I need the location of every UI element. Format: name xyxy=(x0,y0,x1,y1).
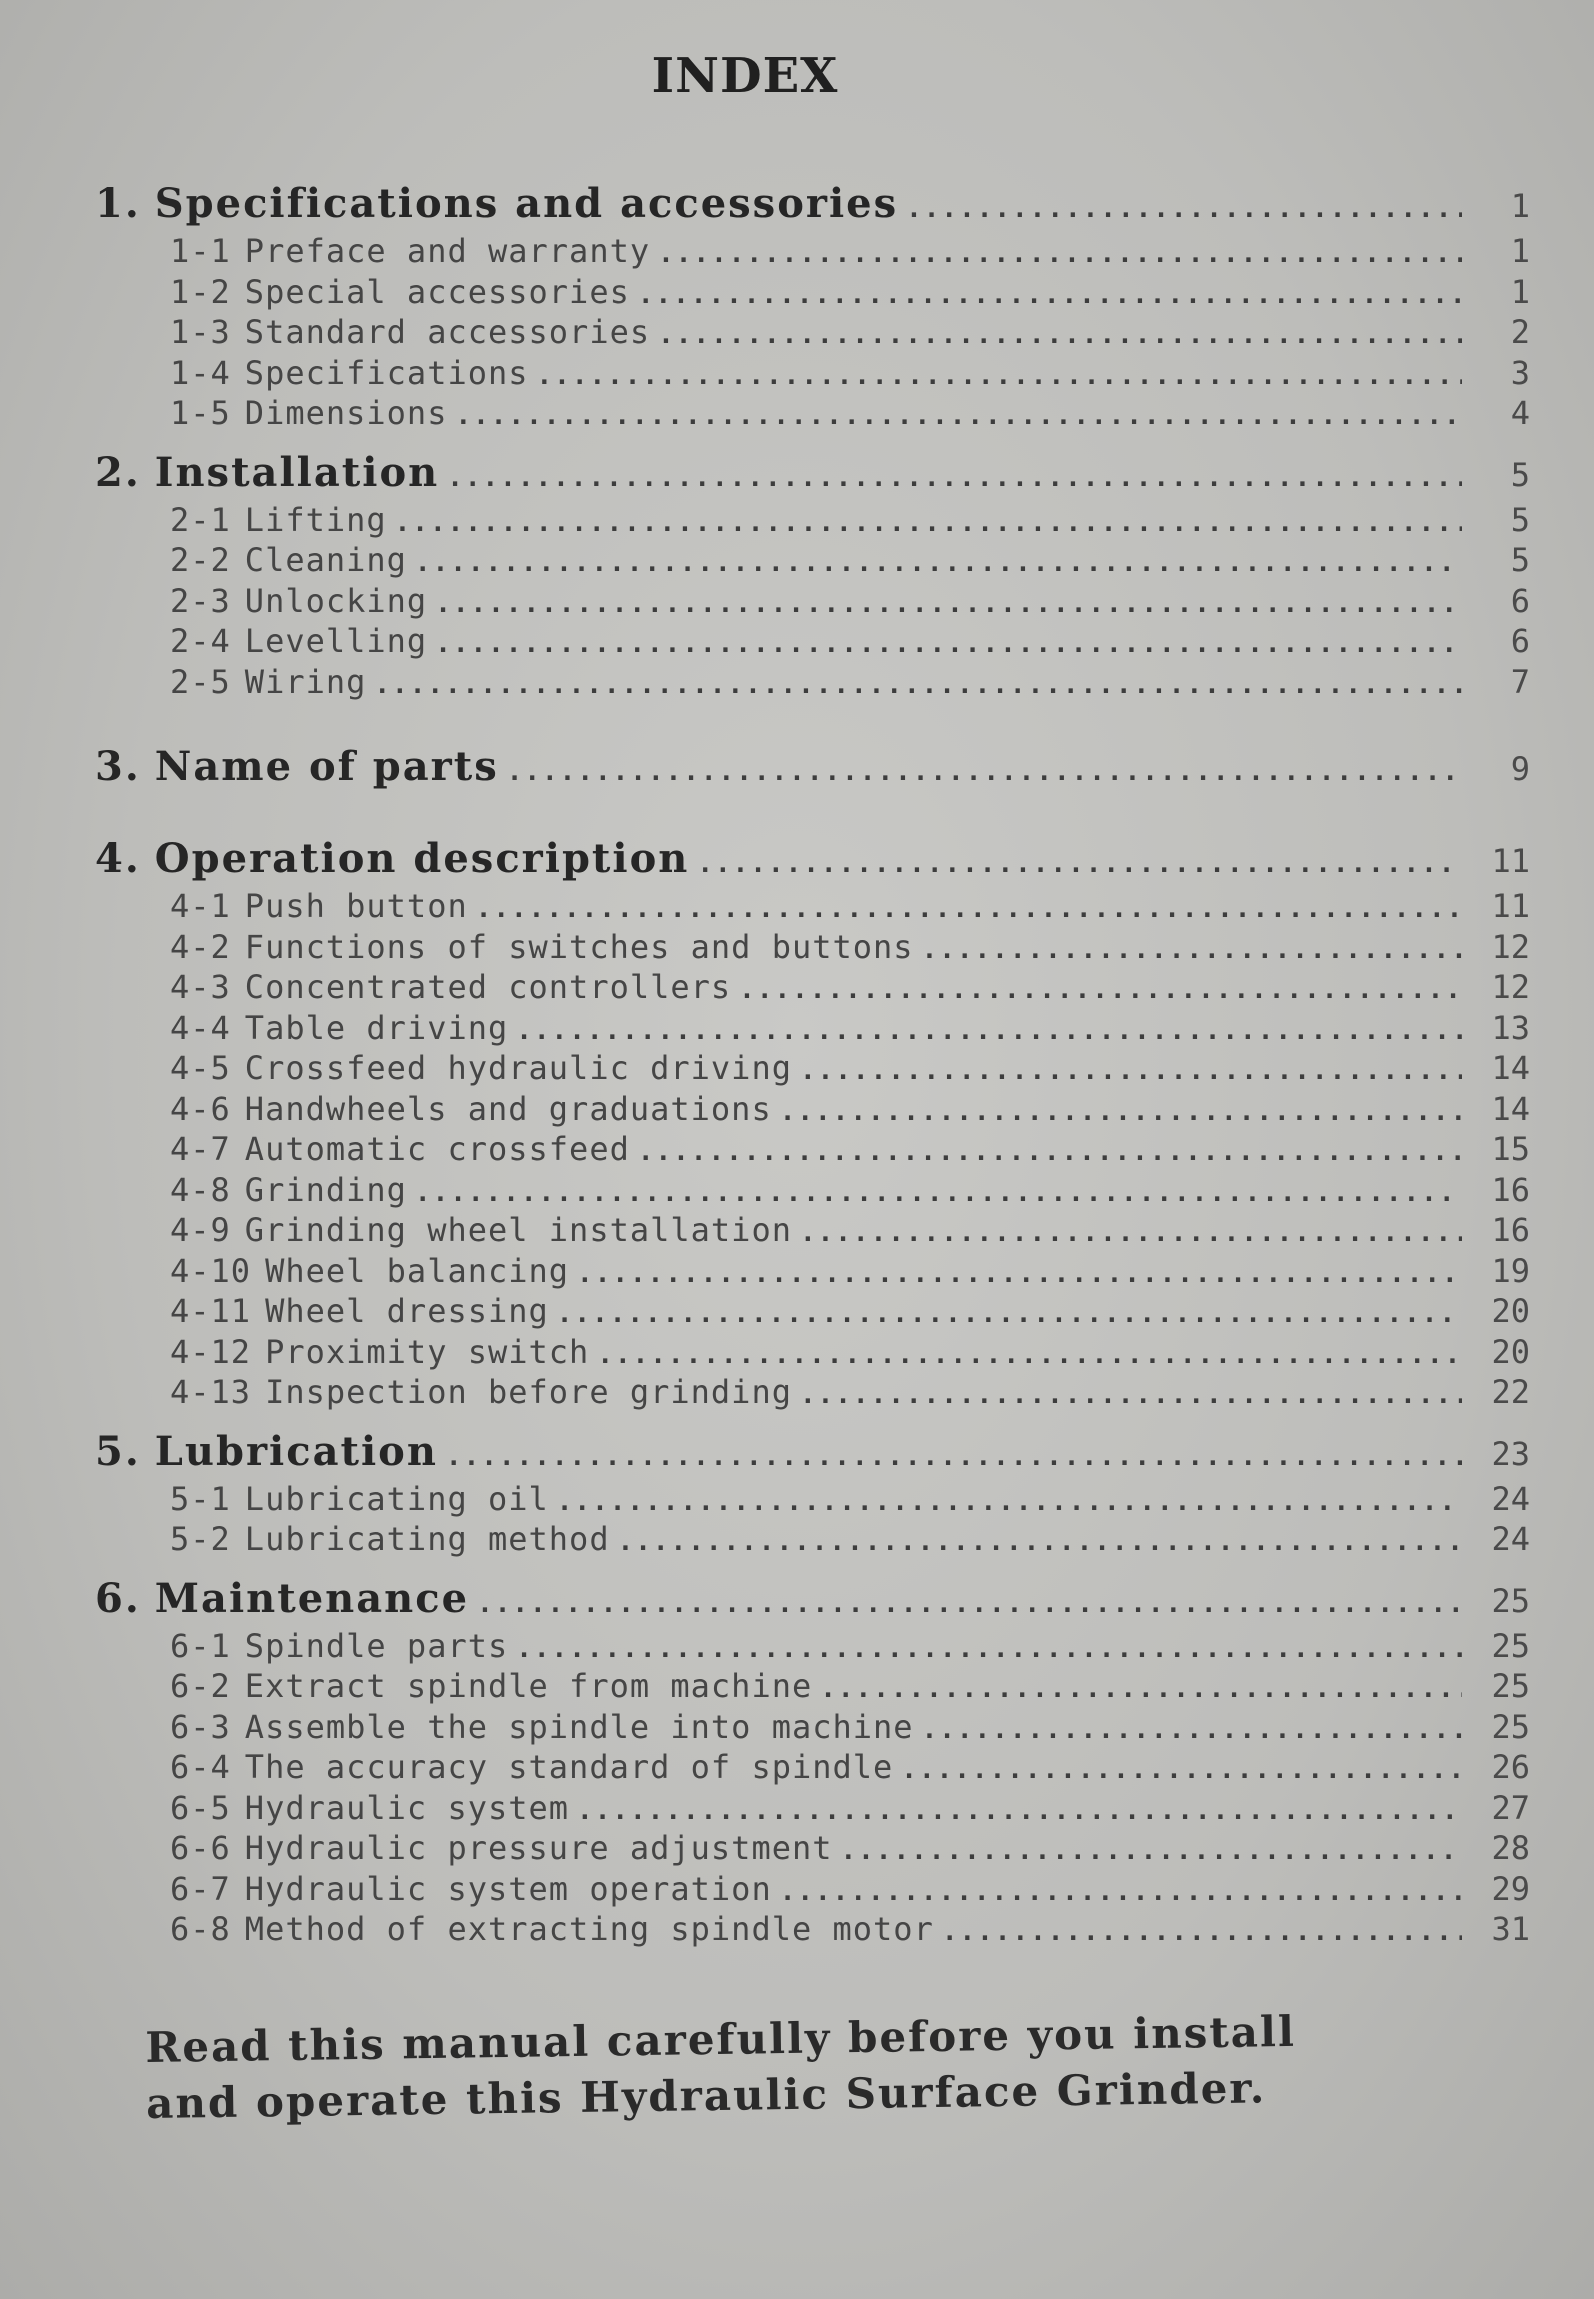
toc-item-title: Lifting xyxy=(244,500,387,539)
toc-section xyxy=(95,1575,1530,1627)
toc-item xyxy=(95,232,1530,273)
toc-item-title: Automatic crossfeed xyxy=(244,1130,630,1168)
toc-item-title: Unlocking xyxy=(244,581,428,620)
toc-item-title: Table driving xyxy=(244,1008,509,1047)
toc-item-number: 4-6 xyxy=(170,1089,231,1128)
toc-item-number: 4-7 xyxy=(170,1130,231,1168)
toc-item xyxy=(95,1910,1530,1951)
toc-leader-dots xyxy=(597,1340,1462,1370)
toc-item-page: 6 xyxy=(1510,581,1530,620)
toc-item-number: 4-11 xyxy=(170,1292,252,1330)
toc-item-page: 1 xyxy=(1510,272,1530,311)
toc-leader-dots xyxy=(841,1836,1463,1866)
toc-item-title: Hydraulic system xyxy=(244,1788,570,1827)
toc-item-title: Hydraulic system operation xyxy=(244,1869,772,1908)
toc-item-number: 4-12 xyxy=(170,1332,252,1371)
toc-item-number: 2-3 xyxy=(170,581,231,620)
toc-item-number: 6-4 xyxy=(170,1748,231,1786)
toc-leader-dots xyxy=(476,894,1462,924)
toc-item-title: Method of extracting spindle motor xyxy=(244,1910,934,1948)
toc-item-title: Dimensions xyxy=(244,394,448,432)
toc-section-page: 1 xyxy=(1510,187,1530,225)
toc-item-title: Wiring xyxy=(244,662,367,701)
toc-item-number: 1-3 xyxy=(170,313,231,351)
toc-item-title: Functions of switches and buttons xyxy=(244,927,914,966)
toc-leader-dots xyxy=(922,935,1462,965)
toc-item-page: 20 xyxy=(1491,1332,1530,1371)
toc-item xyxy=(95,501,1530,542)
toc-leader-dots xyxy=(739,975,1462,1005)
toc-leader-dots xyxy=(415,548,1462,578)
toc-item-page: 25 xyxy=(1491,1667,1530,1705)
toc-item-page: 12 xyxy=(1491,968,1530,1006)
toc-item xyxy=(95,1480,1530,1521)
toc-leader-dots xyxy=(697,849,1462,879)
toc-section-title: Installation xyxy=(154,448,440,496)
toc-item xyxy=(95,622,1530,663)
toc-item xyxy=(95,1171,1530,1212)
toc-section-page: 11 xyxy=(1491,842,1530,880)
toc-leader-dots xyxy=(780,1877,1462,1907)
toc-item-title: Preface and warranty xyxy=(244,232,651,270)
toc-section-page: 9 xyxy=(1510,750,1530,788)
toc-item-title: Wheel balancing xyxy=(265,1251,570,1290)
toc-item-number: 1-2 xyxy=(170,272,231,311)
toc-section xyxy=(95,1428,1530,1480)
toc-item xyxy=(95,1130,1530,1171)
toc-item-page: 2 xyxy=(1510,313,1530,351)
toc-item-page: 27 xyxy=(1491,1788,1530,1827)
toc-item-number: 4-2 xyxy=(170,927,231,966)
toc-item xyxy=(95,1870,1530,1911)
toc-item xyxy=(95,1829,1530,1870)
toc-item-page: 24 xyxy=(1491,1520,1530,1558)
toc-item-number: 2-5 xyxy=(170,662,231,701)
toc-item-title: Assemble the spindle into machine xyxy=(244,1707,914,1746)
toc-item xyxy=(95,1708,1530,1749)
toc-section-number: 4. xyxy=(95,835,141,882)
toc-item-number: 6-6 xyxy=(170,1829,231,1867)
toc-section-title: Maintenance xyxy=(154,1574,470,1622)
toc-item-number: 6-1 xyxy=(170,1626,231,1665)
toc-item xyxy=(95,928,1530,969)
toc-item-title: Handwheels and graduations xyxy=(244,1089,772,1128)
toc-leader-dots xyxy=(395,508,1462,538)
toc-item xyxy=(95,1252,1530,1293)
toc-section-number: 5. xyxy=(95,1427,141,1475)
toc-item-title: Concentrated controllers xyxy=(244,968,732,1006)
reading-note-line-2: and operate this Hydraulic Surface Grinder. xyxy=(145,2063,1267,2128)
toc-item-title: Grinding xyxy=(244,1170,407,1209)
toc-item-title: Extract spindle from machine xyxy=(244,1667,813,1705)
toc-section-page: 23 xyxy=(1491,1434,1530,1473)
toc-section xyxy=(95,449,1530,501)
toc-item-title: Spindle parts xyxy=(244,1626,509,1665)
toc-item xyxy=(95,394,1530,435)
toc-item-page: 31 xyxy=(1491,1910,1530,1948)
toc-item-page: 16 xyxy=(1491,1211,1530,1249)
toc-item-number: 5-1 xyxy=(170,1479,231,1518)
toc-item-number: 6-5 xyxy=(170,1788,231,1827)
toc-item-number: 6-8 xyxy=(170,1910,231,1948)
toc-section-number: 3. xyxy=(95,743,141,790)
toc-item xyxy=(95,1009,1530,1050)
toc-item xyxy=(95,1748,1530,1789)
toc-item-title: Hydraulic pressure adjustment xyxy=(244,1829,833,1867)
toc-item-number: 2-2 xyxy=(170,541,231,579)
toc-item-title: Special accessories xyxy=(244,272,630,311)
toc-item-number: 4-4 xyxy=(170,1008,231,1047)
toc-leader-dots xyxy=(374,670,1462,700)
toc-item-number: 1-4 xyxy=(170,353,231,392)
toc-leader-dots xyxy=(557,1487,1462,1517)
toc-item-page: 25 xyxy=(1491,1626,1530,1665)
toc-leader-dots xyxy=(638,1137,1462,1167)
toc-item-title: Push button xyxy=(244,887,468,925)
toc-item xyxy=(95,313,1530,354)
reading-note-line-1: Read this manual carefully before you install xyxy=(145,2006,1297,2072)
toc-item-title: Lubricating method xyxy=(244,1520,610,1558)
toc-section-page: 25 xyxy=(1491,1581,1530,1620)
toc-item xyxy=(95,582,1530,623)
toc-item-title: Levelling xyxy=(244,622,428,660)
toc-item-number: 6-7 xyxy=(170,1869,231,1908)
toc-leader-dots xyxy=(780,1097,1462,1127)
toc-leader-dots xyxy=(435,589,1462,619)
toc-item-page: 13 xyxy=(1491,1008,1530,1047)
toc-item xyxy=(95,968,1530,1009)
toc-leader-dots xyxy=(577,1796,1462,1826)
toc-item xyxy=(95,1520,1530,1561)
toc-item-title: Grinding wheel installation xyxy=(244,1211,792,1249)
toc-leader-dots xyxy=(901,1755,1462,1785)
toc-leader-dots xyxy=(477,1589,1462,1619)
toc-item xyxy=(95,541,1530,582)
toc-item-number: 2-4 xyxy=(170,622,231,660)
toc-item xyxy=(95,1333,1530,1374)
toc-leader-dots xyxy=(658,239,1462,269)
toc-item-page: 22 xyxy=(1491,1373,1530,1411)
toc-leader-dots xyxy=(800,1218,1462,1248)
toc-item xyxy=(95,273,1530,314)
toc-section-title: Specifications and accessories xyxy=(154,180,899,227)
toc-item xyxy=(95,1049,1530,1090)
toc-leader-dots xyxy=(638,280,1462,310)
toc-leader-dots xyxy=(455,401,1462,431)
toc-leader-dots xyxy=(516,1634,1462,1664)
toc-leader-dots xyxy=(800,1056,1462,1086)
toc-leader-dots xyxy=(537,361,1462,391)
toc-item xyxy=(95,1789,1530,1830)
toc-item-page: 29 xyxy=(1491,1869,1530,1908)
toc-item-page: 5 xyxy=(1510,500,1530,539)
toc-leader-dots xyxy=(447,463,1462,493)
toc-item-page: 24 xyxy=(1491,1479,1530,1518)
toc-item-page: 3 xyxy=(1510,353,1530,392)
toc-leader-dots xyxy=(820,1674,1462,1704)
toc-item-title: Inspection before grinding xyxy=(265,1373,792,1411)
toc-item-title: Wheel dressing xyxy=(265,1292,549,1330)
toc-section-number: 6. xyxy=(95,1574,141,1622)
toc-item-number: 6-2 xyxy=(170,1667,231,1705)
toc-item-page: 5 xyxy=(1510,541,1530,579)
toc-item xyxy=(95,887,1530,928)
toc-section-title: Name of parts xyxy=(154,743,499,790)
toc-item xyxy=(95,1373,1530,1414)
toc-item-page: 7 xyxy=(1510,662,1530,701)
toc-item-page: 4 xyxy=(1510,394,1530,432)
toc-item-title: Cleaning xyxy=(244,541,407,579)
toc-item-number: 4-3 xyxy=(170,968,231,1006)
toc-leader-dots xyxy=(800,1380,1462,1410)
toc-item-page: 16 xyxy=(1491,1170,1530,1209)
toc-item-title: Specifications xyxy=(244,353,529,392)
reading-note xyxy=(145,2001,1476,2132)
toc-leader-dots xyxy=(557,1299,1462,1329)
toc-item-page: 14 xyxy=(1491,1089,1530,1128)
toc-item-title: Lubricating oil xyxy=(244,1479,549,1518)
toc-leader-dots xyxy=(446,1442,1462,1472)
toc-item-number: 6-3 xyxy=(170,1707,231,1746)
toc-item-number: 4-5 xyxy=(170,1049,231,1087)
toc-item xyxy=(95,663,1530,704)
toc-item-title: Crossfeed hydraulic driving xyxy=(244,1049,792,1087)
toc-leader-dots xyxy=(922,1715,1462,1745)
toc-leader-dots xyxy=(516,1016,1462,1046)
toc-section xyxy=(95,180,1530,232)
toc-leader-dots xyxy=(577,1259,1462,1289)
toc-leader-dots xyxy=(435,629,1462,659)
toc-item-page: 15 xyxy=(1491,1130,1530,1168)
toc-item xyxy=(95,1211,1530,1252)
toc-item-number: 5-2 xyxy=(170,1520,231,1558)
toc-section-number: 2. xyxy=(95,448,141,496)
toc-section xyxy=(95,835,1530,887)
toc-leader-dots xyxy=(415,1178,1462,1208)
toc-item-page: 6 xyxy=(1510,622,1530,660)
toc-item-number: 4-10 xyxy=(170,1251,252,1290)
toc-leader-dots xyxy=(507,757,1462,787)
toc-item-page: 20 xyxy=(1491,1292,1530,1330)
toc-item-number: 4-9 xyxy=(170,1211,231,1249)
toc-section-number: 1. xyxy=(95,180,141,227)
toc-item xyxy=(95,1292,1530,1333)
toc-section-title: Operation description xyxy=(154,835,690,882)
page-title: INDEX xyxy=(651,48,839,104)
toc-item-number: 1-1 xyxy=(170,232,231,270)
toc-item xyxy=(95,1627,1530,1668)
toc-item-number: 4-8 xyxy=(170,1170,231,1209)
toc-section-title: Lubrication xyxy=(154,1427,438,1475)
toc-item-title: Standard accessories xyxy=(244,313,651,351)
table-of-contents xyxy=(95,180,1530,1951)
toc-section-page: 5 xyxy=(1510,455,1530,494)
toc-leader-dots xyxy=(658,320,1462,350)
toc-item-page: 19 xyxy=(1491,1251,1530,1290)
toc-leader-dots xyxy=(906,194,1462,224)
toc-item-page: 25 xyxy=(1491,1707,1530,1746)
toc-item-page: 12 xyxy=(1491,927,1530,966)
toc-item-page: 26 xyxy=(1491,1748,1530,1786)
toc-item xyxy=(95,1090,1530,1131)
toc-item-number: 4-13 xyxy=(170,1373,252,1411)
toc-item xyxy=(95,1667,1530,1708)
toc-leader-dots xyxy=(942,1917,1462,1947)
toc-item-title: The accuracy standard of spindle xyxy=(244,1748,894,1786)
toc-item-page: 28 xyxy=(1491,1829,1530,1867)
toc-item-page: 14 xyxy=(1491,1049,1530,1087)
toc-section xyxy=(95,743,1530,795)
toc-item-title: Proximity switch xyxy=(265,1332,590,1371)
toc-item-number: 1-5 xyxy=(170,394,231,432)
toc-leader-dots xyxy=(618,1527,1462,1557)
toc-item-number: 2-1 xyxy=(170,500,231,539)
toc-item-page: 11 xyxy=(1491,887,1530,925)
toc-item xyxy=(95,354,1530,395)
toc-item-page: 1 xyxy=(1510,232,1530,270)
toc-item-number: 4-1 xyxy=(170,887,231,925)
